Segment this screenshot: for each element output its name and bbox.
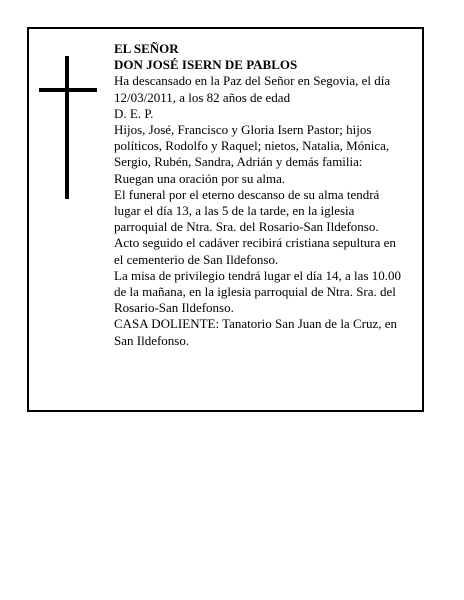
text-line: parroquial de Ntra. Sra. del Rosario-San Ildefonso.	[114, 219, 379, 235]
obituary-text	[114, 41, 419, 349]
text-line: San Ildefonso.	[114, 332, 190, 348]
text-line: La misa de privilegio tendrá lugar el día 14, a las 10.00	[114, 267, 401, 283]
cross-horizontal-bar	[39, 88, 97, 92]
text-line: políticos, Rodolfo y Raquel; nietos, Natalia, Mónica,	[114, 138, 390, 154]
text-line: el cementerio de San Ildefonso.	[114, 251, 279, 267]
text-line: CASA DOLIENTE: Tanatorio San Juan de la Cruz, en	[114, 316, 397, 332]
text-line: 12/03/2011, a los 82 años de edad	[114, 89, 291, 105]
text-line: Sergio, Rubén, Sandra, Adrián y demás familia:	[114, 154, 363, 170]
text-line: Hijos, José, Francisco y Gloria Isern Pastor; hijos	[114, 122, 372, 138]
text-line: Acto seguido el cadáver recibirá cristiana sepultura en	[114, 235, 396, 251]
deceased-name: DON JOSÉ ISERN DE PABLOS	[114, 57, 298, 73]
text-line: El funeral por el eterno descanso de su alma tendrá	[114, 186, 380, 202]
text-line: Ha descansado en la Paz del Señor en Segovia, el día	[114, 73, 391, 89]
cross-icon	[39, 56, 97, 199]
cross-vertical-bar	[65, 56, 69, 199]
text-line: D. E. P.	[114, 105, 154, 121]
obituary-title: EL SEÑOR	[114, 41, 179, 56]
text-line: de la mañana, en la iglesia parroquial de Ntra. Sra. del	[114, 284, 396, 300]
text-line: lugar el día 13, a las 5 de la tarde, en la iglesia	[114, 203, 355, 219]
text-line: Rosario-San Ildefonso.	[114, 300, 234, 316]
text-line: Ruegan una oración por su alma.	[114, 170, 286, 186]
obituary-card	[27, 27, 424, 412]
